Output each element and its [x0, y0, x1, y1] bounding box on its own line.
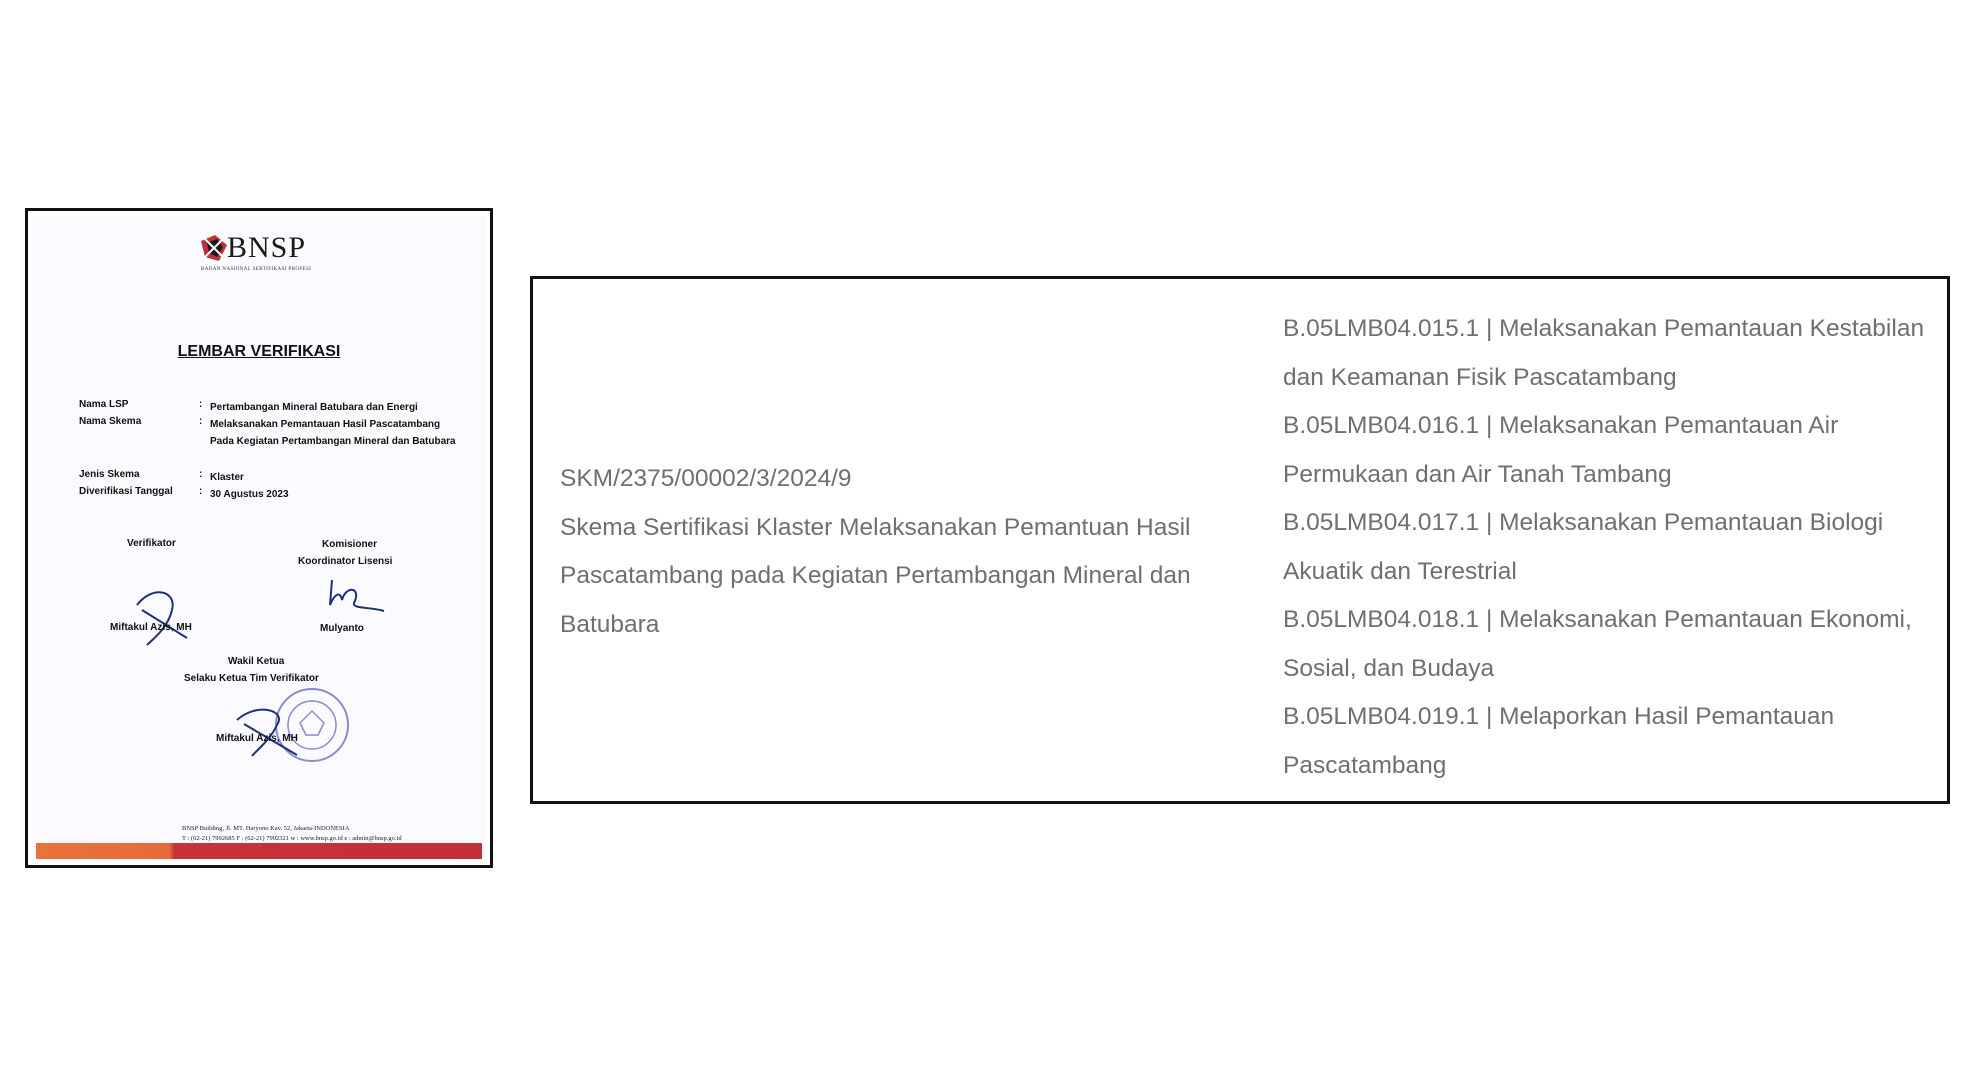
- footer-address: BNSP Building, Jl. MT. Haryono Kav. 52, Jakarta-INDONESIA: [182, 825, 350, 832]
- komisioner-name: Mulyanto: [320, 623, 364, 634]
- footer-contact: T : (62-21) 7992685 F : (62-21) 7992321 w : www.bnsp.go.id e : admin@bnsp.go.id: [182, 835, 402, 842]
- scheme-details-panel: [530, 276, 1950, 804]
- scheme-code: SKM/2375/00002/3/2024/9: [560, 465, 852, 492]
- bnsp-emblem-icon: [197, 231, 231, 265]
- field-label: Nama LSP: [79, 399, 129, 410]
- field-label: Nama Skema: [79, 416, 142, 427]
- competency-unit: B.05LMB04.016.1 | Melaksanakan Pemantauan Air Permukaan dan Air Tanah Tambang: [1283, 412, 1839, 488]
- competency-unit: B.05LMB04.019.1 | Melaporkan Hasil Pemantauan Pascatambang: [1283, 703, 1835, 779]
- field-label: Diverifikasi Tanggal: [79, 486, 173, 497]
- ketua-tim-label: Selaku Ketua Tim Verifikator: [184, 673, 319, 684]
- field-value: Klaster: [210, 472, 244, 483]
- field-value: 30 Agustus 2023: [210, 489, 289, 500]
- verifikator-label: Verifikator: [127, 538, 176, 549]
- field-colon: :: [199, 416, 203, 427]
- komisioner-label: Komisioner: [322, 539, 378, 550]
- logo-text: BNSP: [227, 231, 307, 264]
- wakil-ketua-label: Wakil Ketua: [228, 656, 285, 667]
- field-colon: :: [199, 399, 203, 410]
- field-value: Melaksanakan Pemantauan Hasil Pascatambang Pada Kegiatan Pertambangan Mineral dan Batubara: [210, 419, 456, 447]
- competency-units-cell: [1283, 305, 1933, 790]
- verification-document: [25, 208, 493, 868]
- footer-color-bar: [36, 843, 482, 859]
- field-colon: :: [199, 469, 203, 480]
- wakil-name: Miftakul Azis, MH: [216, 733, 298, 744]
- verifikator-signature: [132, 580, 202, 650]
- scheme-info-cell: [560, 455, 1240, 649]
- koordinator-label: Koordinator Lisensi: [298, 556, 393, 567]
- wakil-signature: [232, 700, 312, 760]
- competency-unit: B.05LMB04.018.1 | Melaksanakan Pemantauan Ekonomi, Sosial, dan Budaya: [1283, 606, 1912, 682]
- document-paper: [32, 215, 486, 861]
- document-title: LEMBAR VERIFIKASI: [177, 343, 341, 360]
- komisioner-signature: [322, 575, 392, 620]
- field-label: Jenis Skema: [79, 469, 140, 480]
- logo-subtitle: BADAN NASIONAL SERTIFIKASI PROFESI: [201, 267, 312, 272]
- scheme-name: Skema Sertifikasi Klaster Melaksanakan Pemantuan Hasil Pascatambang pada Kegiatan Pertambangan Mineral dan Batubara: [560, 513, 1191, 638]
- competency-unit: B.05LMB04.015.1 | Melaksanakan Pemantauan Kestabilan dan Keamanan Fisik Pascatambang: [1283, 315, 1925, 391]
- competency-unit: B.05LMB04.017.1 | Melaksanakan Pemantauan Biologi Akuatik dan Terestrial: [1283, 509, 1884, 585]
- field-value: Pertambangan Mineral Batubara dan Energi: [210, 402, 418, 413]
- bnsp-logo: [197, 231, 327, 281]
- field-colon: :: [199, 486, 203, 497]
- verifikator-name: Miftakul Azis, MH: [110, 622, 192, 633]
